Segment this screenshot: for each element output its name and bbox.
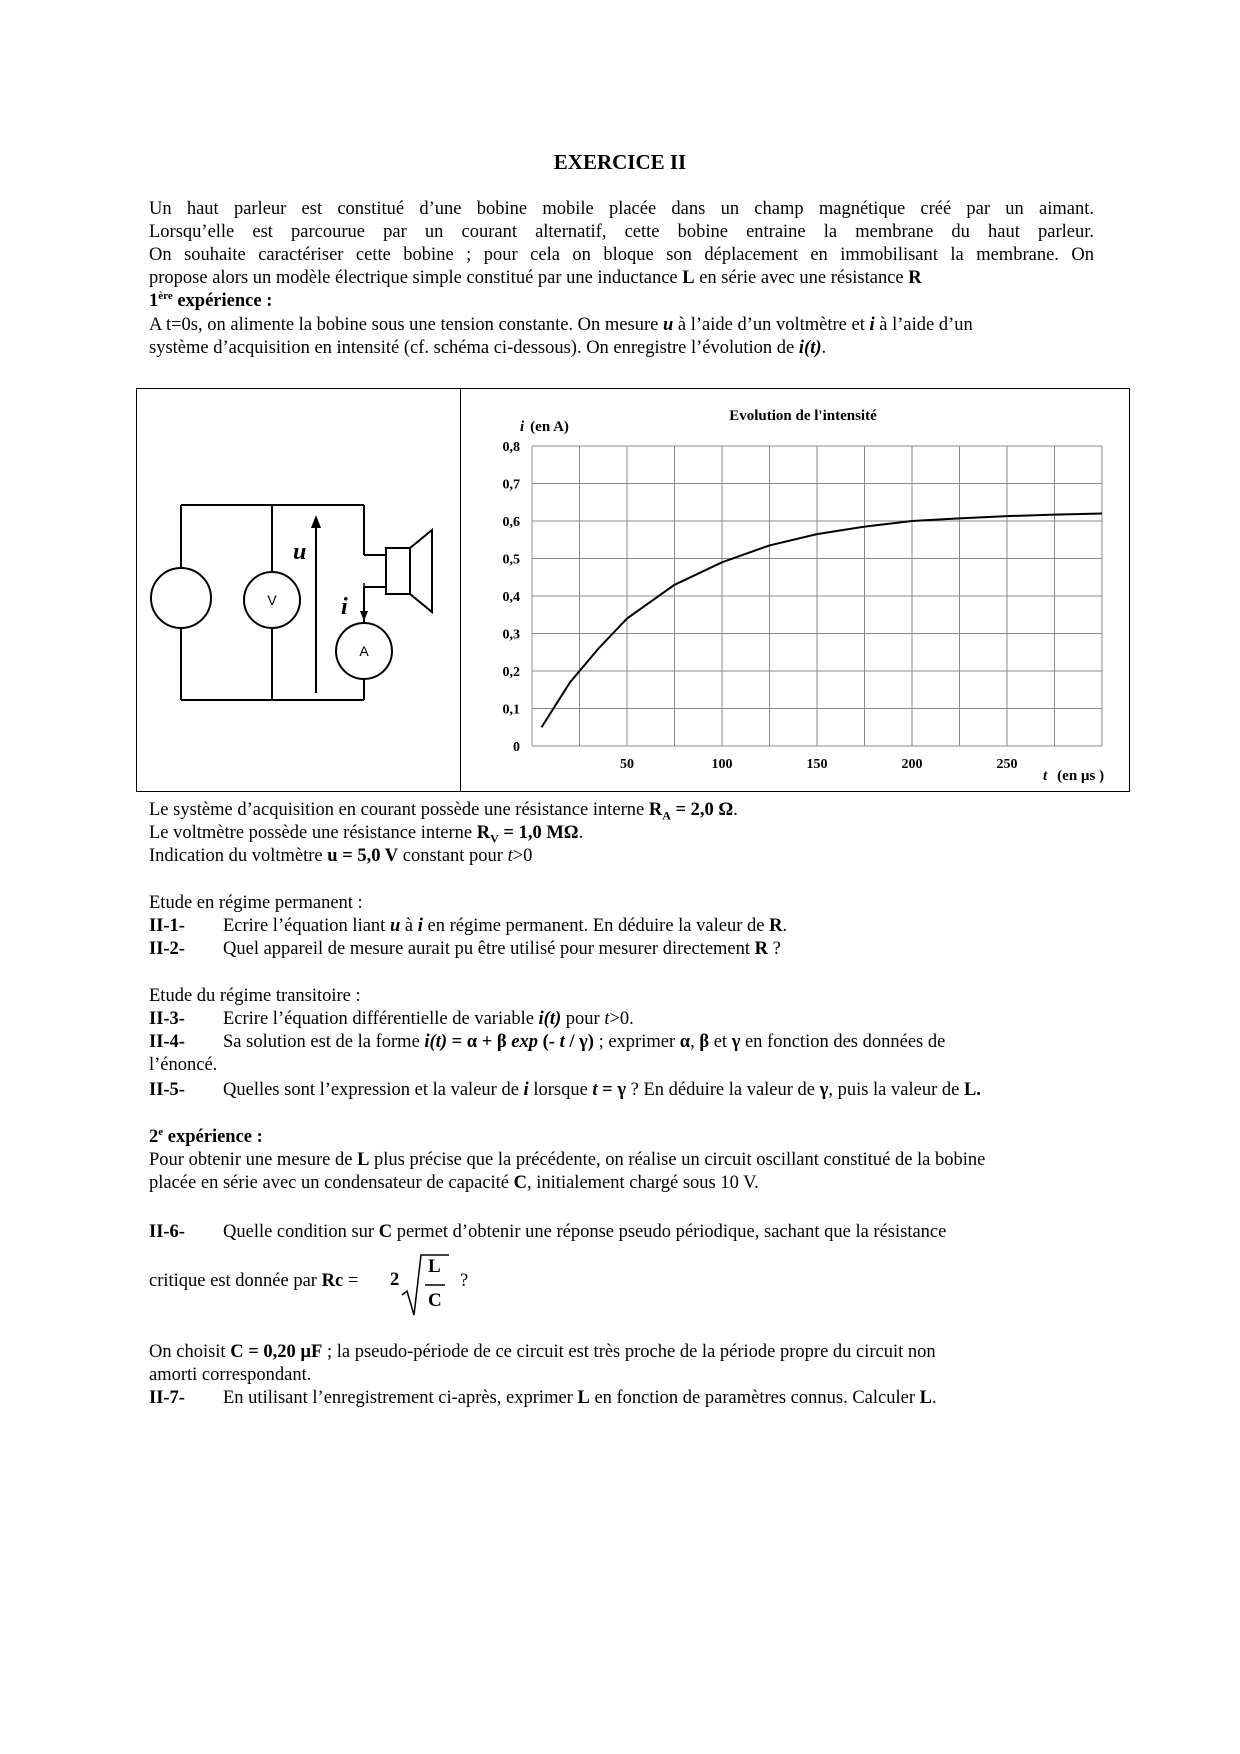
exp1-u: u [662, 315, 674, 335]
chart-grid [532, 446, 1102, 746]
rv-dot: . [578, 823, 584, 843]
q6-eq: = [343, 1271, 359, 1291]
y-tick-label: 0,6 [502, 515, 520, 530]
y-tick-label: 0,4 [502, 590, 520, 605]
q5-gamma: γ [819, 1080, 829, 1100]
q7-text-a: En utilisant l’enregistrement ci-après, exprimer [223, 1388, 578, 1408]
q7-L: L [577, 1388, 590, 1408]
q5-text-a: Quelles sont l’expression et la valeur de [223, 1080, 524, 1100]
exp1-line-1 [149, 314, 973, 336]
q3-t: t [604, 1009, 610, 1029]
q5-i: i [523, 1080, 529, 1100]
final-line-1 [149, 1341, 936, 1363]
intro-line-3: On souhaite caractériser cette bobine ; pour cela on bloque son déplacement en immobilisant la membrane. On [149, 245, 1094, 265]
exp2-l1-b: plus précise que la précédente, on réalise un circuit oscillant constitué de la bobine [369, 1150, 986, 1170]
chart-ylabel-var: i [520, 419, 525, 435]
q4-alpha: α [679, 1032, 691, 1052]
chart-ylabel [520, 419, 569, 435]
q1-number: II-1- [149, 916, 185, 936]
question-II-3 [149, 1008, 634, 1030]
exp2-heading-num: 2 [149, 1127, 159, 1147]
x-tick-label: 50 [620, 757, 634, 772]
question-II-1 [149, 915, 787, 937]
exp2-L: L [357, 1150, 370, 1170]
intensity-chart [460, 388, 1130, 792]
generator-symbol [151, 568, 211, 628]
exp2-l1-a: Pour obtenir une mesure de [149, 1150, 358, 1170]
ind-text: Indication du voltmètre [149, 846, 328, 866]
chart-xlabel-unit: (en µs ) [1057, 768, 1105, 784]
speaker-cone [410, 530, 432, 612]
q6-den-C: C [428, 1290, 442, 1311]
exp1-line-2 [149, 337, 826, 359]
exp1-heading-sup: ère [158, 289, 173, 302]
exp1-l2-b: . [821, 338, 827, 358]
q4-gamma: γ [731, 1032, 741, 1052]
voltmeter-label: V [267, 592, 277, 608]
exp2-C: C [513, 1173, 528, 1193]
exp1-heading-text: expérience : [172, 291, 273, 311]
ind-constant: constant pour [398, 846, 508, 866]
question-II-5 [149, 1079, 981, 1101]
circuit-diagram [136, 388, 460, 792]
y-tick-label: 0,3 [502, 627, 520, 643]
q4-comma: , [690, 1032, 700, 1052]
i-label: i [341, 594, 348, 620]
q5-text-b: lorsque [528, 1080, 593, 1100]
exp2-heading-sup: e [158, 1125, 164, 1138]
q4-text-a: Sa solution est de la forme [223, 1032, 425, 1052]
trans-heading: Etude du régime transitoire : [149, 986, 361, 1006]
question-II-6 [149, 1221, 946, 1243]
speaker-magnet [386, 548, 410, 594]
q6-question-mark: ? [460, 1271, 469, 1291]
exp2-l2-b: , initialement chargé sous 10 V. [527, 1173, 759, 1193]
rv-value: = 1,0 MΩ [498, 823, 579, 843]
q4-and: et [709, 1032, 732, 1052]
final-C-value: C = 0,20 µF [230, 1342, 323, 1362]
x-tick-label: 200 [901, 757, 923, 772]
rv-symbol: R [476, 823, 491, 843]
q3-text-c: >0. [609, 1009, 634, 1029]
q6-num-L: L [428, 1256, 441, 1277]
q1-u: u [389, 916, 401, 936]
exp1-l1-c: à l’aide d’un [874, 315, 973, 335]
perm-heading: Etude en régime permanent : [149, 893, 363, 913]
q5-eq: = γ [597, 1080, 626, 1100]
exp1-l1-a: A t=0s, on alimente la bobine sous une tension constante. On mesure [149, 315, 663, 335]
ra-value: = 2,0 Ω [670, 800, 734, 820]
q7-dot: . [931, 1388, 937, 1408]
ammeter-label: A [359, 643, 369, 659]
ra-line [149, 799, 738, 821]
q4-text-b: ; exprimer [593, 1032, 680, 1052]
q7-L2: L [919, 1388, 932, 1408]
i-arrow-head [360, 611, 368, 621]
q5-text-c: ? En déduire la valeur de [626, 1080, 820, 1100]
q5-text-d: , puis la valeur de [828, 1080, 964, 1100]
y-tick-label: 0,8 [502, 440, 520, 455]
ra-dot: . [733, 800, 738, 820]
exp1-heading [149, 290, 272, 312]
y-tick-label: 0,7 [502, 477, 520, 493]
chart-ylabel-unit: (en A) [530, 419, 569, 435]
exp2-line-1 [149, 1149, 985, 1171]
chart-y-ticks [503, 440, 521, 755]
q1-text-c: en régime permanent. En déduire la valeur de [422, 916, 770, 936]
q4-exp: exp [511, 1032, 539, 1052]
q7-number: II-7- [149, 1388, 185, 1408]
y-tick-label: 0,1 [502, 702, 520, 718]
intro-line-1: Un haut parleur est constitué d’une bobine mobile placée dans un champ magnétique créé par un aimant. [149, 199, 1094, 219]
q1-i: i [417, 916, 423, 936]
q2-R: R [754, 939, 769, 959]
intro-line-4-a: propose alors un modèle électrique simple constitué par une inductance [149, 268, 683, 288]
exp1-l2-a: système d’acquisition en intensité (cf. schéma ci-dessous). On enregistre l’évolution de [149, 338, 799, 358]
q4-alpha-beta: = α + β [447, 1032, 512, 1052]
intro-L: L [682, 268, 695, 288]
rv-sub: V [490, 831, 499, 846]
q2-number: II-2- [149, 939, 185, 959]
question-II-7 [149, 1387, 937, 1409]
q5-number: II-5- [149, 1080, 185, 1100]
q5-L: L. [963, 1080, 981, 1100]
intro-line-4-b: en série avec une résistance [694, 268, 909, 288]
rv-text: Le voltmètre possède une résistance interne [149, 823, 477, 843]
q6-two-text: 2 [390, 1270, 400, 1290]
q4-t: t [559, 1032, 565, 1052]
intro-line-4 [149, 267, 922, 289]
q6-number: II-6- [149, 1222, 185, 1242]
q1-R: R [769, 916, 783, 936]
q6-text-a: Quelle condition sur [223, 1222, 379, 1242]
q4-text-e: en fonction des données de [740, 1032, 946, 1052]
q7-text-b: en fonction de paramètres connus. Calculer [589, 1388, 920, 1408]
intensity-curve [542, 514, 1103, 728]
x-tick-label: 150 [806, 757, 828, 772]
q5-t: t [592, 1080, 598, 1100]
ind-value: u = 5,0 V [327, 846, 399, 866]
final-l1-a: On choisit [149, 1342, 231, 1362]
final-line-2: amorti correspondant. [149, 1365, 312, 1385]
q3-text-b: pour [561, 1009, 605, 1029]
question-II-4-cont: l’énoncé. [149, 1055, 218, 1075]
indication-line [149, 845, 532, 867]
exp2-heading [149, 1126, 263, 1148]
chart-xlabel [1043, 768, 1104, 784]
q2-text-a: Quel appareil de mesure aurait pu être utilisé pour mesurer directement [223, 939, 755, 959]
q6-text-c: critique est donnée par [149, 1271, 322, 1291]
q4-number: II-4- [149, 1032, 185, 1052]
chart-xlabel-var: t [1043, 768, 1048, 784]
x-tick-label: 250 [996, 757, 1018, 772]
q6-text-b: permet d’obtenir une réponse pseudo périodique, sachant que la résistance [392, 1222, 947, 1242]
ind-gt: >0 [512, 846, 533, 866]
question-II-4 [149, 1031, 945, 1053]
intro-line-2: Lorsqu’elle est parcourue par un courant alternatif, cette bobine entraine la membrane du haut parleur. [149, 222, 1094, 242]
q6-C: C [378, 1222, 393, 1242]
u-label: u [293, 539, 307, 565]
x-tick-label: 100 [711, 757, 733, 772]
chart-x-ticks [620, 757, 1018, 772]
q1-text-b: à [400, 916, 418, 936]
exercise-title: EXERCICE II [553, 150, 687, 174]
ra-text: Le système d’acquisition en courant possède une résistance interne [149, 800, 649, 820]
exp2-l2-a: placée en série avec un condensateur de capacité [149, 1173, 514, 1193]
final-l1-c: ; la pseudo-période de ce circuit est très proche de la période propre du circuit non [322, 1342, 936, 1362]
exp2-heading-text: expérience : [163, 1127, 263, 1147]
q3-text-a: Ecrire l’équation différentielle de variable [223, 1009, 539, 1029]
u-arrow-head [311, 515, 321, 528]
y-tick-label: 0,5 [502, 552, 520, 568]
exp1-heading-num: 1 [149, 291, 159, 311]
ra-symbol: R [648, 800, 663, 820]
y-tick-label: 0,2 [502, 665, 520, 680]
question-II-2 [149, 938, 781, 960]
q6-critical-line [149, 1270, 358, 1292]
q3-number: II-3- [149, 1009, 185, 1029]
q6-Rc: Rc [321, 1271, 344, 1291]
chart-title: Evolution de l'intensité [729, 408, 877, 424]
y-tick-label: 0 [513, 740, 520, 755]
q4-beta: β [699, 1032, 710, 1052]
exp1-it: i(t) [798, 338, 822, 358]
q4-paren: (- [538, 1032, 560, 1052]
q4-gamma-term: / γ) [564, 1032, 594, 1052]
exp2-line-2 [149, 1172, 759, 1194]
sqrt-symbol [401, 1253, 451, 1317]
intro-R: R [908, 268, 922, 288]
q4-it: i(t) [424, 1032, 448, 1052]
q1-dot: . [782, 916, 788, 936]
q3-it: i(t) [538, 1009, 562, 1029]
q2-text-b: ? [768, 939, 781, 959]
ind-t: t [507, 846, 513, 866]
exp1-i: i [869, 315, 875, 335]
rv-line [149, 822, 583, 844]
ra-sub: A [662, 808, 671, 823]
exp1-l1-b: à l’aide d’un voltmètre et [673, 315, 870, 335]
q1-text-a: Ecrire l’équation liant [223, 916, 390, 936]
